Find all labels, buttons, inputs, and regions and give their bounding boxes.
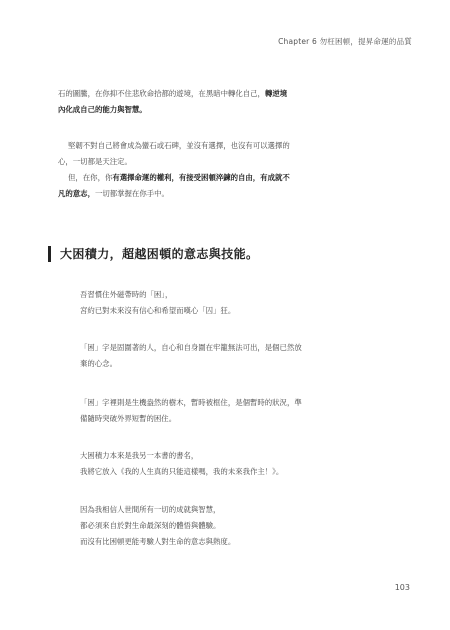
text-span: 石的圖騰，在你抑不住悲欣命拾都的遊境，在黑暗中轉化自己，: [58, 89, 265, 98]
text-line: 「困」字裡則是生機盎然的樹木，暫時被框住，是個暫時的狀況，準: [80, 398, 302, 407]
text-line: 棄的心念。: [80, 359, 117, 368]
text-line: [58, 86, 287, 103]
bold-text-span: 有選擇命運的權利，有接受困頓淬鍊的自由，有成就不: [112, 173, 290, 182]
bold-text-span: 凡的意志，: [58, 189, 95, 198]
text-span: 但，在你，你: [68, 173, 113, 182]
section-title: 大困積力，超越困頓的意志與技能。: [60, 247, 259, 261]
text-line: 因為我相信人世間所有一切的成就與智慧，: [80, 505, 221, 514]
text-line: 而沒有比困頓更能考驗人對生命的意志與熱度。: [80, 537, 236, 546]
text-line: 大困積力本來是我另一本書的書名，: [80, 451, 199, 460]
running-header: Chapter 6 勿枉困頓，提昇命運的品質: [278, 37, 412, 46]
bold-text-line: 內化成自己的能力與智慧。: [58, 105, 147, 114]
bold-text-span: 轉逆境: [264, 89, 288, 98]
text-line: 堅韌不對自己將會成為蠻石或石碑，並沒有選擇，也沒有可以選擇的: [68, 141, 290, 150]
section-heading: [48, 245, 258, 262]
text-line: 心，一切都是天注定。: [58, 157, 132, 166]
text-span: 一切都掌握在你手中。: [94, 189, 169, 198]
text-line: 我將它放入《我的人生真的只能這樣嗎，我的未來我作主！》。: [80, 467, 284, 476]
page-number: 103: [394, 583, 410, 592]
text-line: 宮約已對未來沒有信心和希望而嘆心「囚」狂。: [80, 306, 236, 315]
text-line: 吾習慣住外磁帶時的「困」，: [80, 290, 173, 299]
text-line: [68, 170, 290, 187]
text-line: 「困」字是固圍著的人，自心和自身圍在牢籠無法可出，是個已然放: [80, 343, 302, 352]
text-line: 都必須來自於對生命最深刻的體悟與體驗。: [80, 521, 221, 530]
text-line: 備隨時突破外界短暫的困住。: [80, 414, 177, 423]
text-line: [58, 186, 169, 203]
section-bar: [48, 246, 51, 262]
